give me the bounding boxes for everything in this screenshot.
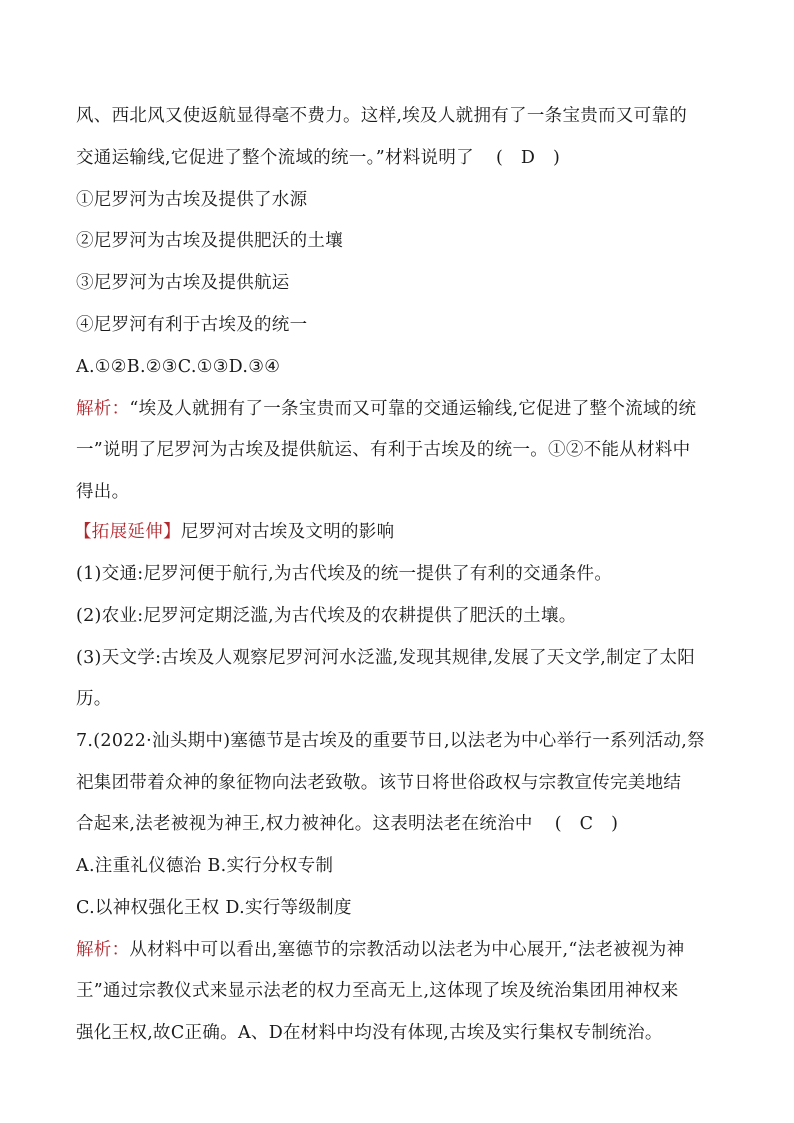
q7-stem-line-3: [76, 812, 618, 836]
q7-stem-line-2: 祀集团带着众神的象征物向法老致敬。该节日将世俗政权与宗教宣传完美地结: [76, 773, 682, 793]
q7-stem-line-1: 7.(2022·汕头期中)塞德节是古埃及的重要节日,以法老为中心举行一系列活动,祭: [76, 731, 705, 751]
q6-item-3: ③尼罗河为古埃及提供航运: [76, 273, 290, 293]
q6-analysis-line-3: 得出。: [76, 482, 130, 502]
q7-stem-text: 合起来,法老被视为神王,权力被神化。这表明法老在统治中: [76, 814, 533, 834]
extension-label: 【拓展延伸】: [74, 522, 181, 542]
q6-options: A.①②B.②③C.①③D.③④: [76, 357, 281, 377]
extension-point-2: (2)农业:尼罗河定期泛滥,为古代埃及的农耕提供了肥沃的土壤。: [76, 606, 577, 626]
q7-options-line-2: C.以神权强化王权 D.实行等级制度: [76, 898, 352, 918]
q7-analysis-text-1: 从材料中可以看出,塞德节的宗教活动以法老为中心展开,“法老被视为神: [129, 940, 685, 960]
q7-analysis-line-3: 强化王权,故C正确。A、D在材料中均没有体现,古埃及实行集权专制统治。: [76, 1023, 663, 1043]
q6-stem-line-1: 风、西北风又使返航显得毫不费力。这样,埃及人就拥有了一条宝贵而又可靠的: [76, 106, 688, 126]
q7-answer: ( C ): [554, 814, 619, 834]
q7-analysis-line-2: 王”通过宗教仪式来显示法老的权力至高无上,这体现了埃及统治集团用神权来: [76, 981, 679, 1001]
q7-options-line-1: A.注重礼仪德治 B.实行分权专制: [76, 856, 334, 876]
extension-heading: [74, 520, 394, 544]
q6-item-4: ④尼罗河有利于古埃及的统一: [76, 315, 308, 335]
q6-answer: ( D ): [495, 148, 561, 168]
q7-analysis-label: 解析：: [76, 940, 130, 960]
q6-item-1: ①尼罗河为古埃及提供了水源: [76, 190, 308, 210]
q7-analysis-line-1: [76, 938, 684, 962]
q6-stem-line-2: [76, 146, 560, 170]
q6-analysis-label: 解析：: [76, 399, 130, 419]
extension-point-3-line-1: (3)天文学:古埃及人观察尼罗河河水泛滥,发现其规律,发展了天文学,制定了太阳: [76, 648, 696, 668]
q6-item-2: ②尼罗河为古埃及提供肥沃的土壤: [76, 231, 343, 251]
extension-point-3-line-2: 历。: [76, 689, 112, 709]
q6-analysis-line-2: 一”说明了尼罗河为古埃及提供航运、有利于古埃及的统一。①②不能从材料中: [76, 440, 691, 460]
extension-point-1: (1)交通:尼罗河便于航行,为古代埃及的统一提供了有利的交通条件。: [76, 564, 613, 584]
q6-stem-text: 交通运输线,它促进了整个流域的统一。”材料说明了: [76, 148, 474, 168]
q6-analysis-text-1: “埃及人就拥有了一条宝贵而又可靠的交通运输线,它促进了整个流域的统: [129, 399, 697, 419]
q6-analysis-line-1: [76, 397, 696, 421]
extension-title: 尼罗河对古埃及文明的影响: [180, 522, 395, 542]
